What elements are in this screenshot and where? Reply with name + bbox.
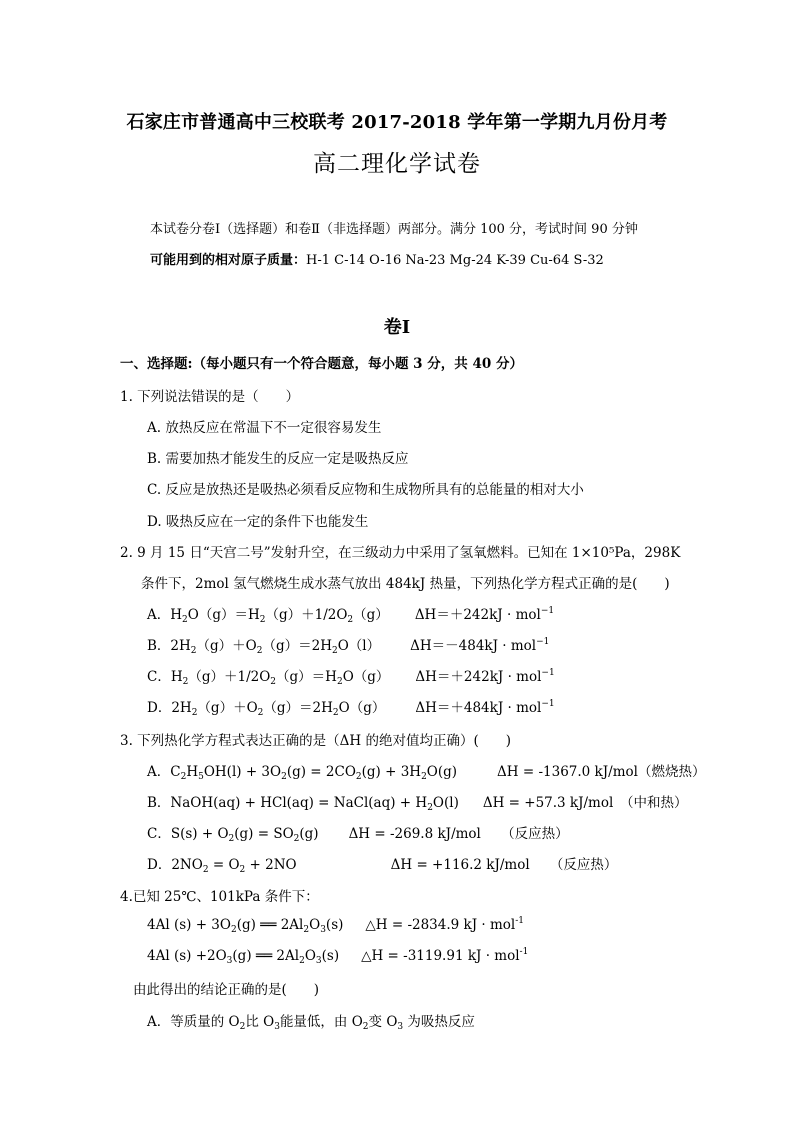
q4-stem: 4.已知 25℃、101kPa 条件下： bbox=[120, 889, 319, 905]
q3-a-enthalpy: ΔH = -1367.0 kJ/mol（燃烧热） bbox=[497, 764, 706, 780]
q1-option-a: A. 放热反应在常温下不一定很容易发生 bbox=[147, 420, 382, 436]
q3-option-a: A．$C_2H_5OH(l) + 3O_2(g) = 2CO_2(g) + 3H_2O(g) \Delta H = -1367.0$ kJ/mol（燃烧热） bbox=[147, 764, 706, 782]
section-heading: 一、选择题:（每小题只有一个符合题意，每小题 3 分，共 40 分） bbox=[120, 356, 523, 372]
atomic-mass-values: H-1 C-14 O-16 Na-23 Mg-24 K-39 Cu-64 S-32 bbox=[306, 253, 604, 268]
q2-option-c: C．$H_2(g)+1/2O_2(g)=H_2O(g) \Delta H=+242kJ \cdot mol^{-1}$ bbox=[147, 668, 555, 687]
atomic-mass-label: 可能用到的相对原子质量： bbox=[150, 253, 307, 268]
q4-equation-2: 4Al $(s) +2O_3(g)$ ══ $2Al_2O_3(s)$ △H = -3119.91 kJ · mol$^{-1}$ bbox=[147, 947, 529, 966]
q2-d-enthalpy: ΔH＝＋484kJ · mol bbox=[415, 700, 542, 716]
q3-option-c: C．$S(s) + O_2(g) = SO_2(g) \Delta H = -269.8$ kJ/mol （反应热） bbox=[147, 826, 569, 844]
q3-d-enthalpy: ΔH = +116.2 kJ/mol （反应热） bbox=[390, 857, 618, 873]
q2-c-enthalpy: ΔH＝＋242kJ · mol bbox=[415, 669, 542, 685]
q1-option-d: D. 吸热反应在一定的条件下也能发生 bbox=[147, 514, 369, 530]
q1-option-c: C. 反应是放热还是吸热必须看反应物和生成物所具有的总能量的相对大小 bbox=[147, 482, 584, 498]
q2-stem-2: 条件下，2mol 氢气燃烧生成水蒸气放出 484kJ 热量，下列热化学方程式正确的是( ) bbox=[141, 576, 670, 592]
q1-option-b: B. 需要加热才能发生的反应一定是吸热反应 bbox=[147, 451, 409, 467]
q4-eq2-enthalpy: △H = -3119.91 kJ · mol bbox=[361, 948, 520, 964]
q1-stem: 1. 下列说法错误的是（ ） bbox=[120, 389, 300, 405]
q2-b-enthalpy: ΔH＝－484kJ · mol bbox=[410, 638, 537, 654]
exam-title: 石家庄市普通高中三校联考 2017-2018 学年第一学期九月份月考 bbox=[126, 112, 668, 133]
q3-b-enthalpy: ΔH = +57.3 kJ/mol （中和热） bbox=[482, 795, 688, 811]
q3-option-b: B．NaOH(aq) + HCl(aq) = NaCl(aq) + $H_2O(l) \Delta H = +57.3$ kJ/mol （中和热） bbox=[147, 795, 688, 813]
q2-stem-1: 2. 9 月 15 日“天宫二号”发射升空，在三级动力中采用了氢氧燃料。已知在 1×10⁵Pa，298K bbox=[120, 545, 681, 561]
volume-title: 卷Ⅰ bbox=[383, 317, 411, 338]
intro-line: 本试卷分卷Ⅰ（选择题）和卷Ⅱ（非选择题）两部分。满分 100 分，考试时间 90 分钟 bbox=[150, 222, 638, 237]
q2-option-a: A．$H_2O(g)=H_2(g)+1/2O_2(g) \Delta H=+242kJ \cdot mol^{-1}$ bbox=[147, 606, 555, 625]
q4-conclusion: 由此得出的结论正确的是( ) bbox=[133, 982, 320, 998]
atomic-mass-line bbox=[150, 249, 604, 268]
q2-a-enthalpy: ΔH＝＋242kJ · mol bbox=[414, 607, 541, 623]
exam-subtitle: 高二理化学试卷 bbox=[313, 151, 481, 177]
q2-option-d: D．$2H_2(g)+O_2(g)=2H_2O(g) \Delta H=+484kJ \cdot mol^{-1}$ bbox=[147, 699, 555, 718]
q3-c-enthalpy: ΔH = -269.8 kJ/mol （反应热） bbox=[348, 826, 569, 842]
q2-option-b: B．$2H_2(g)+O_2(g)=2H_2O(l) \Delta H=-484kJ \cdot mol^{-1}$ bbox=[147, 637, 550, 656]
q4-equation-1: 4Al $(s) + 3O_2(g)$ ══ $2Al_2O_3(s)$ △H = -2834.9 kJ · mol$^{-1}$ bbox=[147, 916, 525, 935]
q3-option-d: D．$2NO_2 = O_2 + 2NO$ ΔH = +116.2 kJ/mol （反应热） bbox=[147, 857, 618, 875]
q4-option-a: A．等质量的 $O_2$比 $O_3$能量低，由 $O_2$变 $O_3$ 为吸热反应 bbox=[147, 1014, 475, 1032]
q4-eq1-enthalpy: △H = -2834.9 kJ · mol bbox=[365, 917, 516, 933]
q3-stem: 3. 下列热化学方程式表达正确的是（ΔH 的绝对值均正确）( ) bbox=[120, 733, 512, 749]
